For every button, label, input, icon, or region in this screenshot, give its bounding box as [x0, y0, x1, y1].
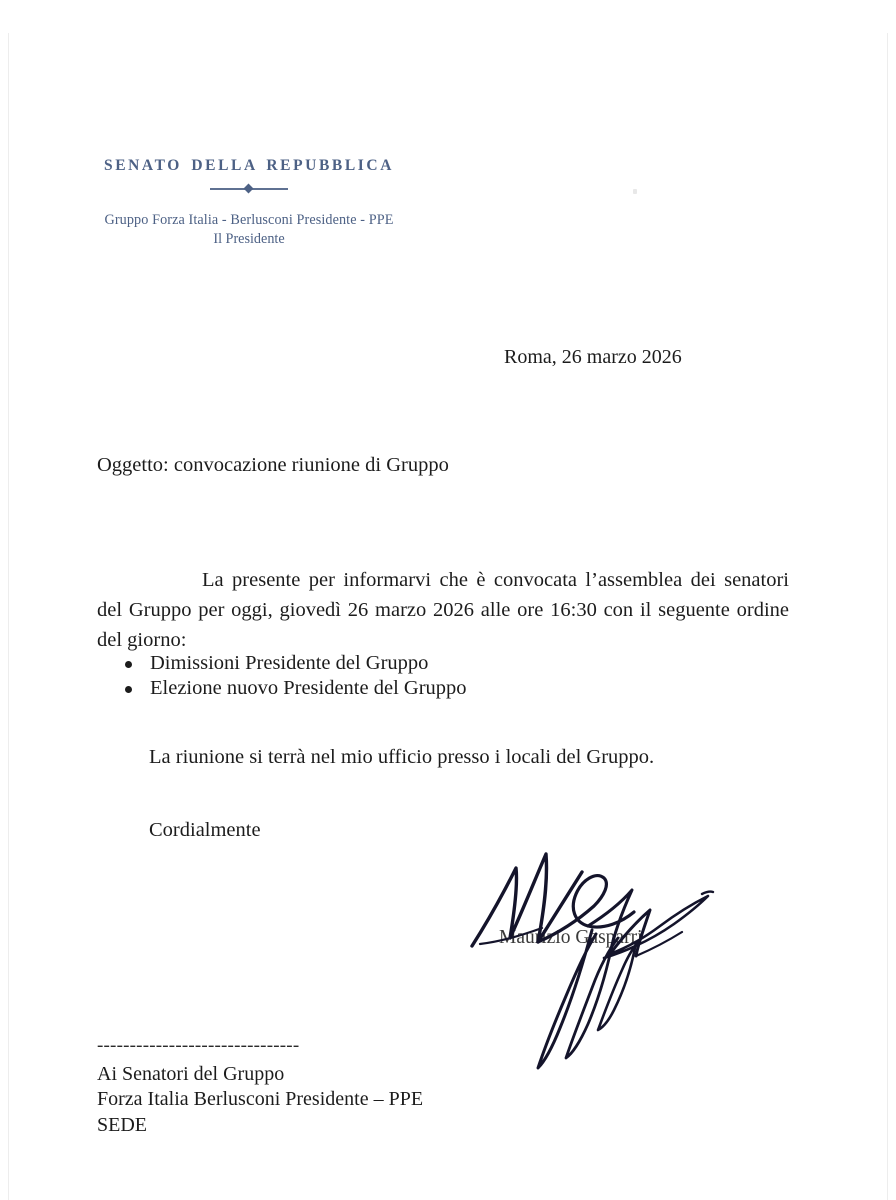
institution-title: SENATO DELLA REPUBBLICA	[103, 157, 395, 174]
letterhead	[89, 157, 409, 248]
body-paragraph: La presente per informarvi che è convocata l’assemblea dei senatori del Gruppo per oggi, giovedì 26 marzo 2026 alle ore 16:30 con il seguente ordine del giorno:	[97, 569, 789, 651]
letterhead-divider-ornament	[210, 184, 288, 194]
list-item	[119, 651, 467, 676]
bullet-icon	[125, 686, 132, 693]
footer-line: SEDE	[97, 1113, 147, 1136]
scan-artifact-speck	[633, 189, 637, 194]
footer-address-block	[97, 1033, 423, 1138]
venue-paragraph: La riunione si terrà nel mio ufficio presso i locali del Gruppo.	[149, 746, 655, 768]
scanned-page	[8, 33, 888, 1200]
signature-block	[464, 838, 734, 1073]
agenda-item-label: Dimissioni Presidente del Gruppo	[150, 652, 429, 674]
group-name: Gruppo Forza Italia - Berlusconi Presidente - PPE	[104, 212, 394, 228]
subject-line: Oggetto: convocazione riunione di Gruppo	[97, 454, 449, 476]
agenda-list	[119, 651, 467, 701]
regards-paragraph: Cordialmente	[149, 819, 261, 841]
footer-line: Ai Senatori del Gruppo	[97, 1062, 285, 1085]
agenda-item-label: Elezione nuovo Presidente del Gruppo	[150, 677, 467, 699]
divider-diamond-icon	[244, 184, 254, 194]
handwritten-signature-icon	[464, 838, 734, 1073]
list-item	[119, 676, 467, 701]
footer-line: Forza Italia Berlusconi Presidente – PPE	[97, 1088, 424, 1110]
group-role: Il Presidente	[213, 231, 285, 247]
bullet-icon	[125, 661, 132, 668]
date-line: Roma, 26 marzo 2026	[504, 346, 682, 368]
signatory-name: Maurizio Gasparri	[499, 927, 643, 948]
footer-separator: -------------------------------	[97, 1035, 300, 1056]
